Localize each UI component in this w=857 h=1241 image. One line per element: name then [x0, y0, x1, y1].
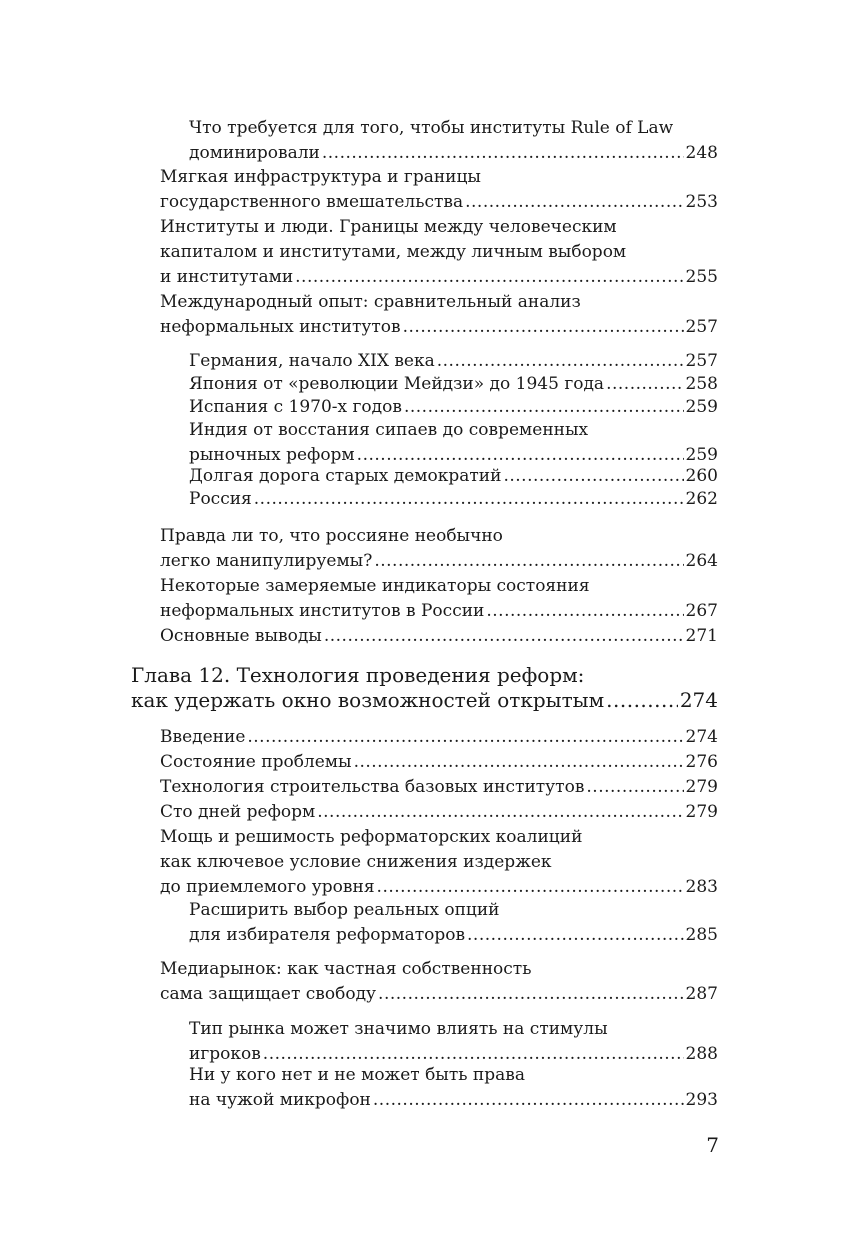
page-ref: 258 — [685, 374, 718, 394]
toc-entry — [160, 800, 718, 825]
entry-title-line: на чужой микрофон — [189, 1090, 371, 1110]
dot-leader — [404, 395, 684, 420]
dot-leader — [254, 487, 684, 512]
toc-entry — [189, 395, 718, 420]
page-number: 7 — [706, 1133, 719, 1157]
toc-entry — [189, 464, 718, 489]
page-ref: 279 — [685, 777, 718, 797]
toc-entry — [160, 825, 718, 900]
entry-title-line: для избирателя реформаторов — [189, 925, 466, 945]
entry-title-line: Некоторые замеряемые индикаторы состояния — [160, 576, 590, 596]
page-ref: 274 — [685, 727, 718, 747]
page-ref: 285 — [685, 925, 718, 945]
entry-title-line: и институтами — [160, 267, 294, 287]
toc-entry — [160, 290, 718, 340]
toc-entry — [189, 116, 718, 166]
page-ref: 264 — [685, 551, 718, 571]
page-ref: 287 — [685, 984, 718, 1004]
toc-entry — [160, 165, 718, 215]
toc-entry — [160, 624, 718, 649]
entry-title-line: государственного вмешательства — [160, 192, 464, 212]
page-ref: 259 — [685, 445, 718, 465]
dot-leader — [465, 190, 683, 215]
entry-title-line: Ни у кого нет и не может быть права — [189, 1065, 525, 1085]
toc-entry — [160, 215, 718, 290]
entry-title-line: игроков — [189, 1044, 261, 1064]
toc-entry — [160, 574, 718, 624]
entry-title-line: Россия — [189, 489, 252, 509]
toc-entry — [160, 775, 718, 800]
entry-title-line: Мягкая инфраструктура и границы — [160, 167, 481, 187]
toc-entry — [160, 725, 718, 750]
dot-leader — [354, 750, 684, 775]
entry-title-line: рыночных реформ — [189, 445, 355, 465]
page-ref: 283 — [685, 877, 718, 897]
page-ref: 262 — [685, 489, 718, 509]
dot-leader — [403, 315, 684, 340]
dot-leader — [247, 725, 683, 750]
toc-entry — [160, 750, 718, 775]
dot-leader — [586, 775, 683, 800]
dot-leader — [374, 549, 683, 574]
dot-leader — [295, 265, 683, 290]
entry-title-line: как удержать окно возможностей открытым — [131, 688, 605, 712]
entry-title-line: капиталом и институтами, между личным выбором — [160, 242, 627, 262]
entry-title-line: сама защищает свободу — [160, 984, 377, 1004]
dot-leader — [606, 688, 678, 713]
dot-leader — [606, 372, 683, 397]
toc-entry — [189, 898, 718, 948]
page-ref: 259 — [685, 397, 718, 417]
entry-title-line: до приемлемого уровня — [160, 877, 375, 897]
page-ref: 271 — [685, 626, 718, 646]
entry-title-line: Что требуется для того, чтобы институты Rule of Law — [189, 118, 674, 138]
entry-title-line: Тип рынка может значимо влиять на стимулы — [189, 1019, 608, 1039]
chapter-heading — [131, 663, 718, 713]
page-ref: 288 — [685, 1044, 718, 1064]
page-ref: 276 — [685, 752, 718, 772]
entry-title-line: Испания с 1970-х годов — [189, 397, 402, 417]
toc-entry — [160, 957, 718, 1007]
entry-title-line: Медиарынок: как частная собственность — [160, 959, 532, 979]
entry-title-line: Индия от восстания сипаев до современных — [189, 420, 589, 440]
entry-title-line: Сто дней реформ — [160, 802, 316, 822]
page-ref: 257 — [685, 351, 718, 371]
dot-leader — [377, 875, 684, 900]
dot-leader — [378, 982, 684, 1007]
dot-leader — [324, 624, 684, 649]
entry-title-line: Расширить выбор реальных опций — [189, 900, 500, 920]
toc-entry — [189, 418, 718, 468]
toc-entry — [189, 372, 718, 397]
dot-leader — [373, 1088, 684, 1113]
entry-title-line: Институты и люди. Границы между человеческим — [160, 217, 617, 237]
entry-title-line: Германия, начало XIX века — [189, 351, 435, 371]
page-ref: 253 — [685, 192, 718, 212]
entry-title-line: как ключевое условие снижения издержек — [160, 852, 552, 872]
entry-title-line: Мощь и решимость реформаторских коалиций — [160, 827, 583, 847]
page-ref: 267 — [685, 601, 718, 621]
entry-title-line: Введение — [160, 727, 246, 747]
entry-title-line: легко манипулируемы? — [160, 551, 373, 571]
toc-entry — [160, 524, 718, 574]
toc-entry — [189, 1017, 718, 1067]
entry-title-line: Технология строительства базовых институтов — [160, 777, 585, 797]
entry-title-line: Правда ли то, что россияне необычно — [160, 526, 503, 546]
dot-leader — [467, 923, 684, 948]
entry-title-line: неформальных институтов в России — [160, 601, 485, 621]
entry-title-line: Долгая дорога старых демократий — [189, 466, 502, 486]
toc-entry — [189, 487, 718, 512]
entry-title-line: доминировали — [189, 143, 320, 163]
entry-title-line: Глава 12. Технология проведения реформ: — [131, 663, 585, 687]
toc-entry — [189, 349, 718, 374]
page-ref: 257 — [685, 317, 718, 337]
page-ref: 279 — [685, 802, 718, 822]
dot-leader — [503, 464, 683, 489]
entry-title-line: неформальных институтов — [160, 317, 401, 337]
dot-leader — [317, 800, 683, 825]
dot-leader — [322, 141, 684, 166]
page-ref: 248 — [685, 143, 718, 163]
page-ref: 293 — [685, 1090, 718, 1110]
page-ref: 260 — [685, 466, 718, 486]
dot-leader — [437, 349, 684, 374]
page-ref: 255 — [685, 267, 718, 287]
toc-entry — [189, 1063, 718, 1113]
page-ref: 274 — [679, 688, 718, 712]
entry-title-line: Основные выводы — [160, 626, 322, 646]
entry-title-line: Состояние проблемы — [160, 752, 352, 772]
dot-leader — [486, 599, 683, 624]
entry-title-line: Япония от «революции Мейдзи» до 1945 года — [189, 374, 605, 394]
entry-title-line: Международный опыт: сравнительный анализ — [160, 292, 581, 312]
